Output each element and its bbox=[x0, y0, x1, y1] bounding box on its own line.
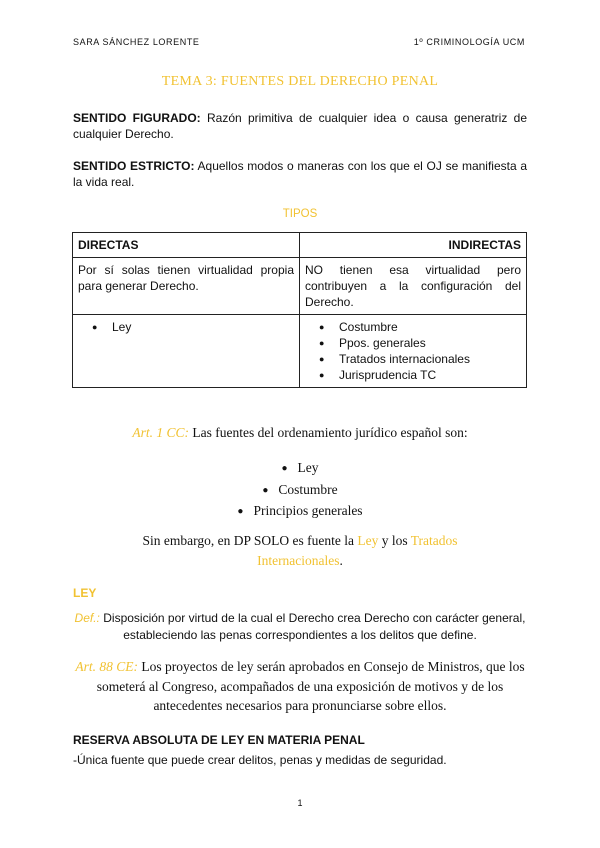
desc-indirectas: NO tienen esa virtualidad pero contribuyen a la configuración del Derecho. bbox=[300, 258, 527, 315]
list-item: ● Tratados internacionales bbox=[339, 351, 521, 367]
col-indirectas: INDIRECTAS bbox=[300, 233, 527, 258]
art1-text: Las fuentes del ordenamiento jurídico español son: bbox=[192, 425, 468, 440]
sin-embargo-ley: Ley bbox=[357, 533, 379, 548]
sentido-figurado-text: Razón primitiva de cualquier idea o causa generatriz de cualquier Derecho. bbox=[73, 111, 528, 141]
page-number: 1 bbox=[297, 798, 303, 808]
sentido-estricto bbox=[73, 158, 527, 190]
list-item: ● Ley bbox=[112, 319, 294, 335]
items-directas bbox=[78, 319, 294, 335]
items-directas-cell bbox=[73, 315, 300, 388]
table-row bbox=[73, 258, 527, 315]
list-item: ● Principios generales bbox=[0, 501, 600, 523]
sin-embargo bbox=[120, 531, 480, 571]
list-item: ● Costumbre bbox=[339, 319, 521, 335]
art1-ref: Art. 1 CC: bbox=[132, 425, 190, 440]
tipos-heading: TIPOS bbox=[282, 208, 318, 220]
sin-embargo-tratados: Tratados Internacionales bbox=[257, 533, 458, 568]
list-item: ● Costumbre bbox=[0, 480, 600, 502]
items-indirectas-cell bbox=[300, 315, 527, 388]
list-item: ● Jurisprudencia TC bbox=[339, 367, 521, 383]
art88-text: Los proyectos de ley serán aprobados en Consejo de Ministros, que los someterá al Congreso, acompañados de una exposición de motivos y de los antecedentes necesarios para pronunciarse sobre ellos. bbox=[96, 659, 525, 713]
reserva-heading: RESERVA ABSOLUTA DE LEY EN MATERIA PENAL bbox=[73, 733, 365, 747]
items-indirectas bbox=[305, 319, 521, 383]
sin-embargo-end: . bbox=[339, 553, 343, 568]
def-label: Def.: bbox=[74, 611, 100, 625]
tipos-table bbox=[72, 232, 527, 388]
sin-embargo-mid: y los bbox=[381, 533, 408, 548]
table-row bbox=[73, 315, 527, 388]
list-item: ● Ppos. generales bbox=[339, 335, 521, 351]
sentido-figurado bbox=[73, 110, 527, 142]
page-title: TEMA 3: FUENTES DEL DERECHO PENAL bbox=[161, 74, 439, 89]
col-directas: DIRECTAS bbox=[73, 233, 300, 258]
art1-list bbox=[0, 458, 600, 523]
art88-ref: Art. 88 CE: bbox=[75, 659, 139, 674]
art1-line bbox=[0, 425, 600, 441]
list-item: ● Ley bbox=[0, 458, 600, 480]
ley-heading: LEY bbox=[73, 586, 97, 600]
table-header-row bbox=[73, 233, 527, 258]
sentido-figurado-label: SENTIDO FIGURADO: bbox=[73, 111, 201, 125]
desc-directas: Por sí solas tienen virtualidad propia para generar Derecho. bbox=[73, 258, 300, 315]
def-text: Disposición por virtud de la cual el Derecho crea Derecho con carácter general, estableciendo las penas correspondientes a los delitos que define. bbox=[103, 611, 526, 642]
header-course: 1º CRIMINOLOGÍA UCM bbox=[413, 37, 525, 47]
header-author: SARA SÁNCHEZ LORENTE bbox=[73, 37, 200, 47]
reserva-text: -Única fuente que puede crear delitos, penas y medidas de seguridad. bbox=[73, 753, 447, 767]
sentido-estricto-label: SENTIDO ESTRICTO: bbox=[73, 159, 195, 173]
ley-definition bbox=[70, 610, 530, 643]
sentido-estricto-text: Aquellos modos o maneras con los que el OJ se manifiesta a la vida real. bbox=[73, 159, 528, 189]
sin-embargo-pre: Sin embargo, en DP SOLO es fuente la bbox=[142, 533, 354, 548]
art88-paragraph bbox=[70, 657, 530, 716]
